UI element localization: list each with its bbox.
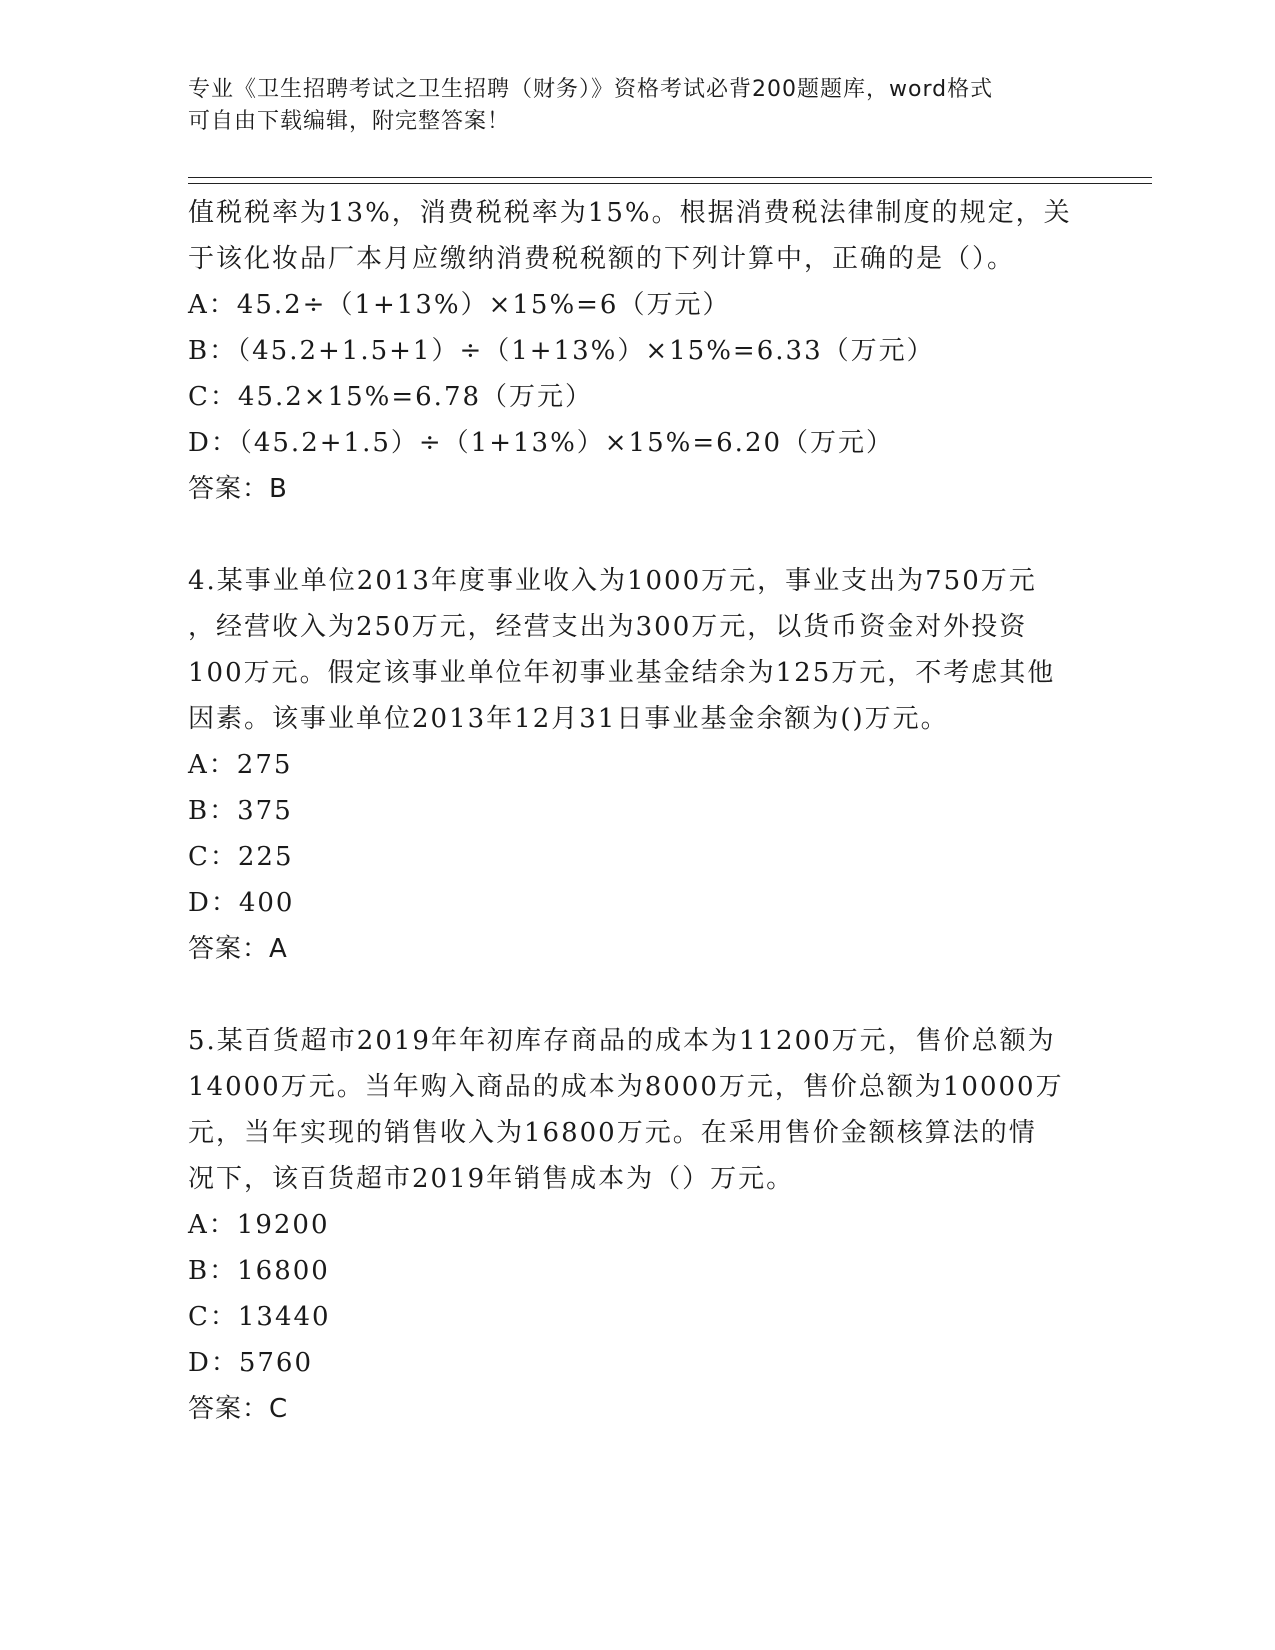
option-a: A：19200: [188, 1210, 330, 1240]
question-stem-line: 元，当年实现的销售收入为16800万元。在采用售价金额核算法的情: [188, 1118, 1037, 1148]
option-a: A：275: [188, 750, 293, 780]
answer: 答案：B: [188, 474, 288, 504]
spacer: [188, 972, 1088, 1018]
answer: 答案：C: [188, 1394, 289, 1424]
header-divider-top: [188, 177, 1152, 178]
question-stem-line: 况下，该百货超市2019年销售成本为（）万元。: [188, 1164, 795, 1194]
header-title-line-2: 可自由下载编辑，附完整答案！: [188, 109, 511, 134]
option-b: B：375: [188, 796, 293, 826]
question-stem-line: 5.某百货超市2019年年初库存商品的成本为11200万元，售价总额为: [188, 1026, 1056, 1056]
document-header: [188, 74, 1088, 138]
option-d: D：5760: [188, 1348, 314, 1378]
document-body: [188, 190, 1088, 1432]
header-divider-bottom: [188, 183, 1152, 184]
question-stem-line: 14000万元。当年购入商品的成本为8000万元，售价总额为10000万: [188, 1072, 1064, 1102]
question-3: [188, 190, 1088, 512]
question-stem-line: 4.某事业单位2013年度事业收入为1000万元，事业支出为750万元: [188, 566, 1037, 596]
question-stem-line: 于该化妆品厂本月应缴纳消费税税额的下列计算中，正确的是（）。: [188, 244, 1016, 274]
question-4: [188, 558, 1088, 972]
question-stem-line: 值税税率为13%，消费税税率为15%。根据消费税法律制度的规定，关: [188, 198, 1072, 228]
option-c: C：45.2×15%=6.78（万元）: [188, 382, 594, 412]
option-d: D：（45.2+1.5）÷（1+13%）×15%=6.20（万元）: [188, 428, 895, 458]
answer: 答案：A: [188, 934, 288, 964]
option-d: D：400: [188, 888, 295, 918]
option-b: B：（45.2+1.5+1）÷（1+13%）×15%=6.33（万元）: [188, 336, 935, 366]
question-stem-line: ，经营收入为250万元，经营支出为300万元，以货币资金对外投资: [188, 612, 1028, 642]
option-c: C：225: [188, 842, 294, 872]
option-b: B：16800: [188, 1256, 330, 1286]
question-stem-line: 100万元。假定该事业单位年初事业基金结余为125万元，不考虑其他: [188, 658, 1056, 688]
option-a: A：45.2÷（1+13%）×15%=6（万元）: [188, 290, 731, 320]
question-5: [188, 1018, 1088, 1432]
spacer: [188, 512, 1088, 558]
question-stem-line: 因素。该事业单位2013年12月31日事业基金余额为()万元。: [188, 704, 949, 734]
option-c: C：13440: [188, 1302, 331, 1332]
header-title-line-1: 专业《卫生招聘考试之卫生招聘（财务）》资格考试必背200题题库，word格式: [188, 77, 994, 102]
